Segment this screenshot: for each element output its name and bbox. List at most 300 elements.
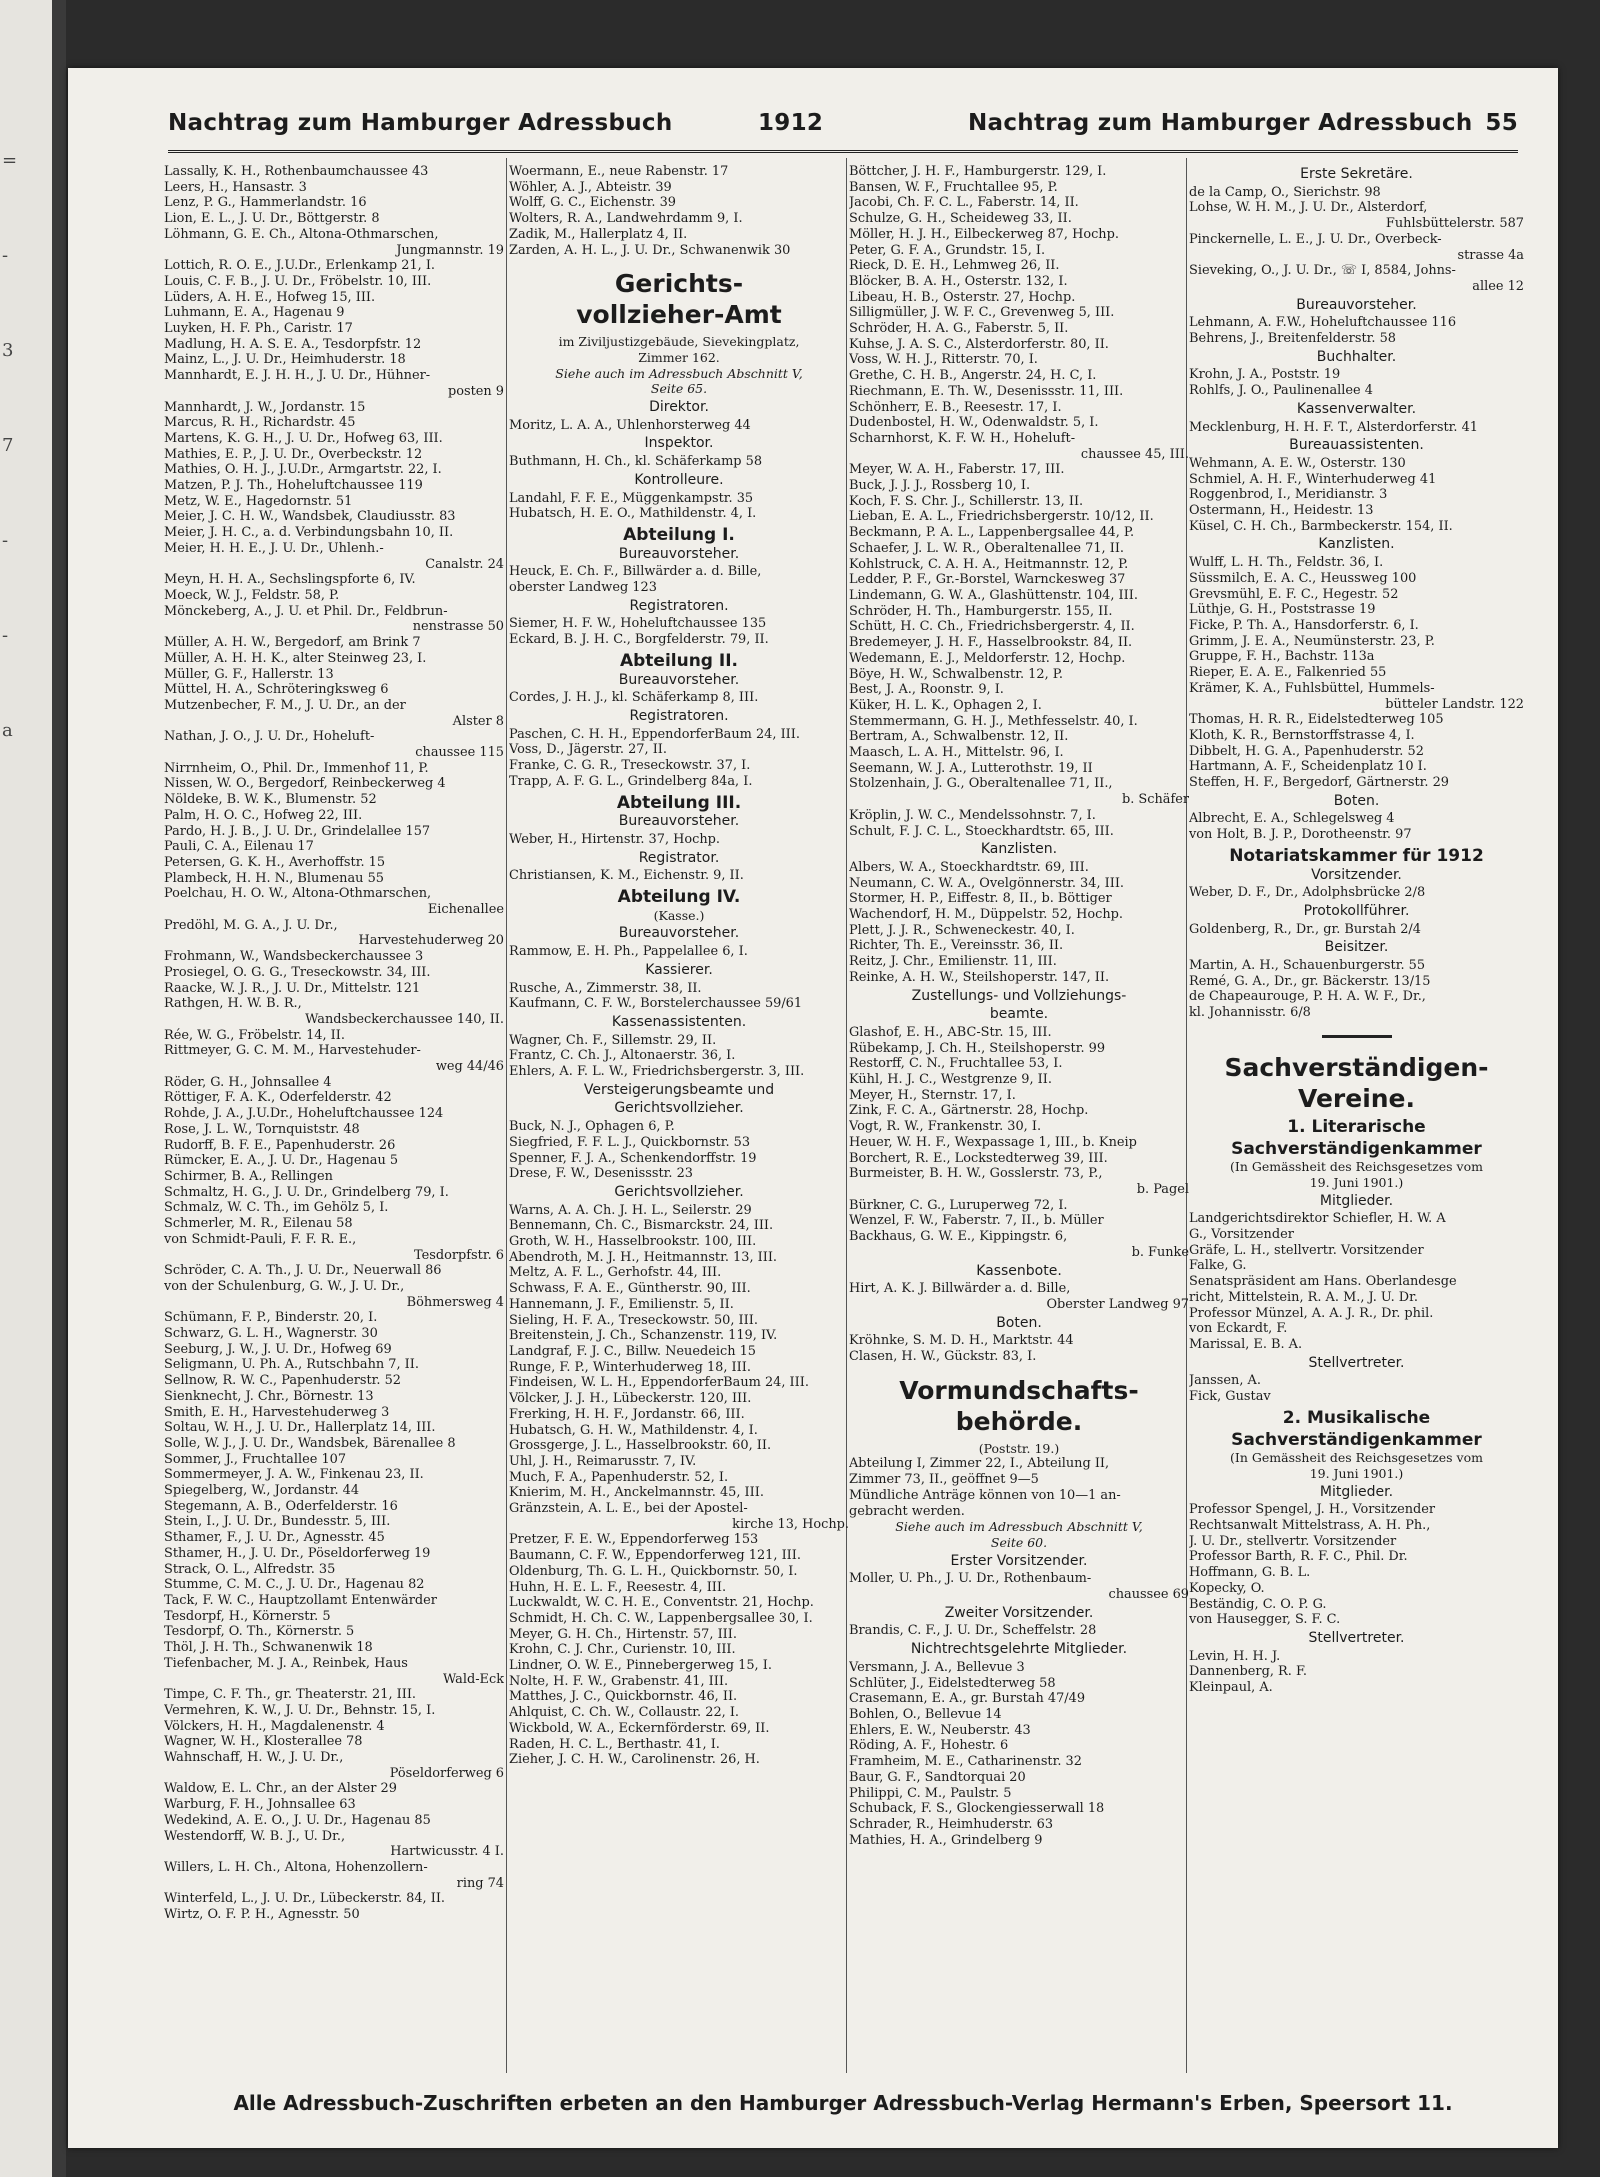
section-heading: Erster Vorsitzender. <box>950 1552 1088 1569</box>
directory-entry: Böttcher, J. H. F., Hamburgerstr. 129, I. <box>849 164 1107 179</box>
directory-entry: Raacke, W. J. R., J. U. Dr., Mittelstr. 121 <box>164 980 421 996</box>
directory-entry: Krohn, J. A., Poststr. 19 <box>1189 367 1341 383</box>
directory-entry: Schult, F. J. C. L., Stoeckhardtstr. 65, III. <box>849 823 1114 839</box>
directory-entry: Versmann, J. A., Bellevue 3 <box>849 1659 1025 1675</box>
section-heading: Direktor. <box>649 399 709 416</box>
entry-continuation: chaussee 115 <box>415 745 504 761</box>
directory-entry: Steffen, H. F., Bergedorf, Gärtnerstr. 29 <box>1189 775 1449 791</box>
section-heading: Mitglieder. <box>1319 1192 1394 1209</box>
entry-continuation: Wandsbeckerchaussee 140, II. <box>305 1011 504 1027</box>
section-heading: Kassenverwalter. <box>1296 400 1417 417</box>
entry-continuation: bütteler Landstr. 122 <box>1385 696 1524 712</box>
directory-entry: kl. Johannisstr. 6/8 <box>1189 1005 1311 1021</box>
directory-entry: Jacobi, Ch. F. C. L., Faberstr. 14, II. <box>849 195 1079 211</box>
directory-entry: Nissen, W. O., Bergedorf, Reinbeckerweg 4 <box>164 776 446 792</box>
directory-entry: Stumme, C. M. C., J. U. Dr., Hagenau 82 <box>164 1577 425 1593</box>
margin-mark: - <box>2 625 9 646</box>
directory-entry: Trapp, A. F. G. L., Grindelberg 84a, I. <box>509 773 753 789</box>
directory-entry: Grossgerge, J. L., Hasselbrookstr. 60, II. <box>509 1438 772 1454</box>
directory-entry: gebracht werden. <box>849 1503 965 1519</box>
directory-page <box>68 68 1558 2148</box>
directory-entry: Ahlquist, C. Ch. W., Collaustr. 22, I. <box>509 1705 740 1721</box>
directory-entry: Louis, C. F. B., J. U. Dr., Fröbelstr. 10, III. <box>164 273 432 289</box>
directory-entry: Schröder, H. A. G., Faberstr. 5, II. <box>849 321 1069 337</box>
margin-mark: - <box>2 245 9 266</box>
entry-continuation: Harvestehuderweg 20 <box>358 933 504 949</box>
directory-entry: von der Schulenburg, G. W., J. U. Dr., <box>164 1278 405 1294</box>
office-note: 19. Juni 1901.) <box>1309 1465 1404 1481</box>
directory-entry: Glashof, E. H., ABC-Str. 15, III. <box>849 1024 1052 1040</box>
directory-entry: Möller, H. J. H., Eilbeckerweg 87, Hochp. <box>849 226 1119 242</box>
directory-entry: Cordes, J. H. J., kl. Schäferkamp 8, III. <box>509 690 759 706</box>
department-heading: Sachverständigenkammer <box>1231 1138 1482 1159</box>
directory-entry: Rieck, D. E. H., Lehmweg 26, II. <box>849 258 1060 274</box>
directory-entry: Dudenbostel, H. W., Odenwaldstr. 5, I. <box>849 415 1099 431</box>
office-note: (Kasse.) <box>653 907 705 923</box>
directory-entry: Schwass, F. A. E., Güntherstr. 90, III. <box>509 1281 751 1297</box>
directory-entry: Prosiegel, O. G. G., Treseckowstr. 34, III. <box>164 964 431 980</box>
directory-entry: von Hausegger, S. F. C. <box>1189 1612 1341 1628</box>
directory-entry: Best, J. A., Roonstr. 9, I. <box>849 682 1004 698</box>
directory-entry: Fick, Gustav <box>1189 1389 1271 1405</box>
directory-entry: Oldenburg, Th. G. L. H., Quickbornstr. 50, I. <box>509 1563 798 1579</box>
directory-entry: Albrecht, E. A., Schlegelsweg 4 <box>1189 811 1395 827</box>
entry-continuation: chaussee 45, III. <box>1080 446 1189 462</box>
directory-entry: Moeck, W. J., Feldstr. 58, P. <box>164 587 340 603</box>
directory-entry: Müller, A. H. H. K., alter Steinweg 23, I. <box>164 650 427 666</box>
directory-entry: Matthes, J. C., Quickbornstr. 46, II. <box>509 1689 738 1705</box>
directory-entry: Timpe, C. F. Th., gr. Theaterstr. 21, III. <box>164 1687 417 1703</box>
header-rule <box>168 150 1518 153</box>
directory-entry: Müttel, H. A., Schröteringksweg 6 <box>164 682 389 698</box>
directory-entry: Rathgen, H. W. B. R., <box>164 996 302 1012</box>
directory-entry: Seemann, W. J. A., Lutterothstr. 19, II <box>849 760 1093 776</box>
directory-entry: Smith, E. H., Harvestehuderweg 3 <box>164 1404 390 1420</box>
directory-entry: Richter, Th. E., Vereinsstr. 36, II. <box>849 938 1064 954</box>
directory-entry: Willers, L. H. Ch., Altona, Hohenzollern- <box>164 1859 428 1875</box>
directory-entry: Ehlers, A. F. L. W., Friedrichsbergerstr. 3, III. <box>509 1064 805 1080</box>
directory-entry: Nolte, H. F. W., Grabenstr. 41, III. <box>509 1673 729 1689</box>
directory-entry: Sommermeyer, J. A. W., Finkenau 23, II. <box>164 1467 424 1483</box>
department-heading: Abteilung III. <box>616 792 742 813</box>
department-heading: Notariatskammer für 1912 <box>1229 845 1484 866</box>
directory-entry: Christiansen, K. M., Eichenstr. 9, II. <box>509 868 744 884</box>
entry-continuation: b. Funke <box>1131 1244 1189 1260</box>
directory-entry: Bertram, A., Schwalbenstr. 12, II. <box>849 729 1069 745</box>
department-heading: Abteilung IV. <box>617 887 741 908</box>
directory-entry: Völcker, J. J. H., Lübeckerstr. 120, III. <box>509 1391 752 1407</box>
directory-entry: Schmalz, W. C. Th., im Gehölz 5, I. <box>164 1200 389 1216</box>
entry-continuation: Pöseldorferweg 6 <box>389 1765 504 1781</box>
directory-entry: Wickbold, W. A., Eckernförderstr. 69, II. <box>509 1720 770 1736</box>
directory-entry: Meyn, H. H. A., Sechslingspforte 6, IV. <box>164 572 416 588</box>
directory-entry: Rechtsanwalt Mittelstrass, A. H. Ph., <box>1189 1518 1431 1534</box>
directory-entry: Völckers, H. H., Magdalenenstr. 4 <box>164 1718 385 1734</box>
directory-entry: Professor Münzel, A. A. J. R., Dr. phil. <box>1189 1305 1434 1321</box>
directory-entry: Lindemann, G. W. A., Glashüttenstr. 104, III. <box>849 587 1138 603</box>
directory-entry: Predöhl, M. G. A., J. U. Dr., <box>164 917 338 933</box>
entry-continuation: Tesdorpfstr. 6 <box>414 1247 504 1263</box>
directory-entry: Stormer, H. P., Eiffestr. 8, II., b. Böttiger <box>849 891 1112 907</box>
entry-continuation: chaussee 69 <box>1108 1587 1189 1603</box>
header-left-title: Nachtrag zum Hamburger Adressbuch <box>168 110 673 136</box>
directory-entry: Frantz, C. Ch. J., Altonaerstr. 36, I. <box>509 1048 736 1064</box>
directory-entry: Zimmer 73, II., geöffnet 9—5 <box>849 1472 1039 1488</box>
directory-entry: Soltau, W. H., J. U. Dr., Hallerplatz 14, III. <box>164 1420 436 1436</box>
header-year: 1912 <box>758 110 824 136</box>
directory-entry: Moritz, L. A. A., Uhlenhorsterweg 44 <box>509 417 751 433</box>
directory-entry: Bredemeyer, J. H. F., Hasselbrookstr. 84, II. <box>849 635 1133 651</box>
directory-entry: Blöcker, B. A. H., Osterstr. 132, I. <box>849 273 1068 289</box>
directory-entry: Mannhardt, E. J. H. H., J. U. Dr., Hühner- <box>164 368 431 384</box>
office-note: (Poststr. 19.) <box>978 1440 1060 1456</box>
margin-mark: = <box>2 150 18 171</box>
directory-entry: Tiefenbacher, M. J. A., Reinbek, Haus <box>164 1655 408 1671</box>
directory-entry: Bennemann, Ch. C., Bismarckstr. 24, III. <box>509 1218 774 1234</box>
directory-entry: Much, F. A., Papenhuderstr. 52, I. <box>509 1469 729 1485</box>
directory-entry: Tesdorpf, H., Körnerstr. 5 <box>164 1608 331 1624</box>
directory-entry: Huhn, H. E. L. F., Reesestr. 4, III. <box>509 1579 727 1595</box>
directory-entry: von Eckardt, F. <box>1189 1321 1288 1337</box>
directory-entry: Paschen, C. H. H., EppendorferBaum 24, III. <box>509 726 800 742</box>
column-3 <box>849 164 1189 2069</box>
office-note: (In Gemässheit des Reichsgesetzes vom <box>1230 1450 1483 1466</box>
directory-entry: Luhmann, E. A., Hagenau 9 <box>164 305 345 321</box>
office-note: 19. Juni 1901.) <box>1309 1174 1404 1190</box>
directory-entry: Sthamer, H., J. U. Dr., Pöseldorferweg 19 <box>164 1545 431 1561</box>
directory-entry: Schulze, G. H., Scheideweg 33, II. <box>849 211 1072 227</box>
directory-entry: Restorff, C. N., Fruchtallee 53, I. <box>849 1056 1063 1072</box>
section-heading: Buchhalter. <box>1316 348 1397 365</box>
reference-note: Seite 65. <box>650 381 708 397</box>
directory-entry: Matzen, P. J. Th., Hoheluftchaussee 119 <box>164 478 423 494</box>
directory-entry: Rümcker, E. A., J. U. Dr., Hagenau 5 <box>164 1153 399 1169</box>
directory-entry: G., Vorsitzender <box>1189 1227 1294 1243</box>
section-heading: Vorsitzender. <box>1311 866 1402 883</box>
entry-continuation: Hartwicusstr. 4 I. <box>390 1844 504 1860</box>
directory-entry: Maasch, L. A. H., Mittelstr. 96, I. <box>849 745 1064 761</box>
directory-entry: Röder, G. H., Johnsallee 4 <box>164 1074 332 1090</box>
entry-continuation: ring 74 <box>456 1875 504 1891</box>
department-heading: Abteilung I. <box>623 524 735 545</box>
directory-entry: Sellnow, R. W. C., Papenhuderstr. 52 <box>164 1373 401 1389</box>
entry-continuation: b. Pagel <box>1136 1182 1189 1197</box>
section-heading: Kassenbote. <box>976 1262 1062 1279</box>
directory-entry: Warns, A. A. Ch. J. H. L., Seilerstr. 29 <box>509 1202 752 1218</box>
directory-entry: Küker, H. L. K., Ophagen 2, I. <box>849 697 1042 713</box>
directory-entry: Warburg, F. H., Johnsallee 63 <box>164 1797 356 1813</box>
directory-entry: Luyken, H. F. Ph., Caristr. 17 <box>164 321 353 337</box>
entry-continuation: posten 9 <box>447 383 504 399</box>
directory-entry: Runge, F. P., Winterhuderweg 18, III. <box>509 1359 751 1375</box>
directory-entry: Meier, J. H. C., a. d. Verbindungsbahn 10, II. <box>164 525 454 541</box>
directory-entry: Petersen, G. K. H., Averhoffstr. 15 <box>164 854 386 870</box>
directory-entry: Abteilung I, Zimmer 22, I., Abteilung II, <box>849 1456 1110 1472</box>
section-heading: Zweiter Vorsitzender. <box>944 1604 1094 1621</box>
directory-entry: Schuback, F. S., Glockengiesserwall 18 <box>849 1801 1105 1817</box>
section-heading: Gerichtsvollzieher. <box>614 1100 744 1117</box>
section-heading: Erste Sekretäre. <box>1300 166 1413 182</box>
directory-entry: Zieher, J. C. H. W., Carolinenstr. 26, H. <box>509 1752 760 1768</box>
directory-entry: Mathies, O. H. J., J.U.Dr., Armgartstr. 22, I. <box>164 462 442 478</box>
directory-entry: Schümann, F. P., Binderstr. 20, I. <box>164 1310 378 1326</box>
directory-entry: Röttiger, F. A. K., Oderfelderstr. 42 <box>164 1090 392 1106</box>
directory-entry: Bürkner, C. G., Luruperweg 72, I. <box>849 1197 1068 1213</box>
entry-continuation: Eichenallee <box>427 902 504 918</box>
directory-entry: Meier, H. H. E., J. U. Dr., Uhlenh.- <box>164 540 384 556</box>
page-number: 55 <box>1485 110 1518 136</box>
entry-continuation: Böhmersweg 4 <box>406 1294 504 1310</box>
directory-entry: Thomas, H. R. R., Eidelstedterweg 105 <box>1189 712 1444 728</box>
directory-entry: Peter, G. F. A., Grundstr. 15, I. <box>849 242 1046 258</box>
margin-mark: 3 <box>2 340 14 361</box>
directory-entry: Schlüter, J., Eidelstedterweg 58 <box>849 1675 1056 1691</box>
office-note: (In Gemässheit des Reichsgesetzes vom <box>1230 1159 1483 1175</box>
directory-entry: Rübekamp, J. Ch. H., Steilshoperstr. 99 <box>849 1040 1106 1056</box>
directory-entry: Rohlfs, J. O., Paulinenallee 4 <box>1189 383 1373 399</box>
directory-entry: Madlung, H. A. S. E. A., Tesdorpfstr. 12 <box>164 336 422 352</box>
directory-entry: Wulff, L. H. Th., Feldstr. 36, I. <box>1189 555 1384 571</box>
directory-entry: Lieban, E. A. L., Friedrichsbergerstr. 10/12, II. <box>849 509 1154 525</box>
directory-entry: Schönherr, E. B., Reesestr. 17, I. <box>849 399 1062 415</box>
section-heading: Versteigerungsbeamte und <box>583 1081 775 1098</box>
directory-entry: Woermann, E., neue Rabenstr. 17 <box>509 164 729 179</box>
directory-entry: Professor Barth, R. F. C., Phil. Dr. <box>1189 1549 1408 1565</box>
directory-entry: Borchert, R. E., Lockstedterweg 39, III. <box>849 1150 1108 1166</box>
directory-entry: Heuck, E. Ch. F., Billwärder a. d. Bille, <box>509 564 762 580</box>
directory-entry: Ostermann, H., Heidestr. 13 <box>1189 503 1374 519</box>
directory-entry: Seeburg, J. W., J. U. Dr., Hofweg 69 <box>164 1341 392 1357</box>
section-heading: Stellvertreter. <box>1308 1629 1405 1646</box>
section-heading: Registratoren. <box>629 597 729 614</box>
directory-entry: Kohlstruck, C. A. H. A., Heitmannstr. 12, P. <box>849 556 1129 572</box>
column-divider <box>506 158 507 2073</box>
department-heading: 1. Literarische <box>1287 1116 1426 1137</box>
directory-entry: Baur, G. F., Sandtorquai 20 <box>849 1769 1026 1785</box>
directory-entry: Drese, F. W., Desenissstr. 23 <box>509 1166 693 1182</box>
directory-entry: Palm, H. O. C., Hofweg 22, III. <box>164 807 363 823</box>
directory-entry: Müller, G. F., Hallerstr. 13 <box>164 666 334 682</box>
directory-entry: Roggenbrod, I., Meridianstr. 3 <box>1189 487 1388 503</box>
directory-entry: Brandis, C. F., J. U. Dr., Scheffelstr. 28 <box>849 1623 1097 1639</box>
section-heading: Gerichtsvollzieher. <box>614 1183 744 1200</box>
section-heading: Kanzlisten. <box>1318 536 1395 553</box>
directory-entry: Wagner, W. H., Klosterallee 78 <box>164 1734 363 1750</box>
directory-entry: Heuer, W. H. F., Wexpassage 1, III., b. Kneip <box>849 1134 1137 1150</box>
directory-entry: Winterfeld, L., J. U. Dr., Lübeckerstr. 84, II. <box>164 1891 446 1907</box>
directory-entry: Buthmann, H. Ch., kl. Schäferkamp 58 <box>509 454 763 470</box>
directory-entry: Frerking, H. H. F., Jordanstr. 66, III. <box>509 1406 745 1422</box>
directory-entry: Hoffmann, G. B. L. <box>1189 1565 1311 1581</box>
entry-continuation: nenstrasse 50 <box>412 619 504 635</box>
directory-entry: Wirtz, O. F. P. H., Agnesstr. 50 <box>164 1907 360 1923</box>
directory-entry: Lion, E. L., J. U. Dr., Böttgerstr. 8 <box>164 211 380 227</box>
directory-entry: Janssen, A. <box>1189 1373 1261 1389</box>
directory-entry: Hubatsch, G. H. W., Mathildenstr. 4, I. <box>509 1422 758 1438</box>
column-2 <box>509 164 849 2069</box>
directory-entry: Framheim, M. E., Catharinenstr. 32 <box>849 1754 1082 1770</box>
directory-entry: Martin, A. H., Schauenburgerstr. 55 <box>1189 958 1426 974</box>
directory-entry: Kleinpaul, A. <box>1189 1680 1273 1696</box>
directory-entry: Schaefer, J. L. W. R., Oberaltenallee 71, II. <box>849 540 1125 556</box>
directory-entry: Clasen, H. W., Gückstr. 83, I. <box>849 1349 1037 1365</box>
section-heading: Boten. <box>1333 792 1380 809</box>
directory-entry: Landgerichtsdirektor Schiefler, H. W. A <box>1189 1211 1446 1227</box>
directory-entry: Rohde, J. A., J.U.Dr., Hoheluftchaussee 124 <box>164 1106 444 1122</box>
section-heading: Registrator. <box>638 849 720 866</box>
directory-entry: Siegfried, F. F. L. J., Quickbornstr. 53 <box>509 1134 751 1150</box>
header-right-title: Nachtrag zum Hamburger Adressbuch <box>968 110 1473 136</box>
directory-entry: Röding, A. F., Hohestr. 6 <box>849 1738 1009 1754</box>
directory-entry: Scharnhorst, K. F. W. H., Hoheluft- <box>849 430 1076 446</box>
directory-entry: Böye, H. W., Schwalbenstr. 12, P. <box>849 666 1063 682</box>
directory-entry: Neumann, C. W. A., Ovelgönnerstr. 34, III. <box>849 875 1125 891</box>
directory-entry: Schwarz, G. L. H., Wagnerstr. 30 <box>164 1326 378 1342</box>
directory-entry: Weber, D. F., Dr., Adolphsbrücke 2/8 <box>1189 885 1426 901</box>
directory-entry: Sthamer, F., J. U. Dr., Agnesstr. 45 <box>164 1530 385 1546</box>
directory-entry: Wachendorf, H. M., Düppelstr. 52, Hochp. <box>849 907 1123 923</box>
book-gutter <box>52 0 66 2177</box>
directory-entry: Meltz, A. F. L., Gerhofstr. 44, III. <box>509 1265 722 1281</box>
directory-entry: Lassally, K. H., Rothenbaumchaussee 43 <box>164 164 429 179</box>
directory-entry: Westendorff, W. B. J., U. Dr., <box>164 1828 346 1844</box>
directory-entry: Wahnschaff, H. W., J. U. Dr., <box>164 1750 344 1766</box>
directory-entry: Reinke, A. H. W., Steilshoperstr. 147, II. <box>849 969 1110 985</box>
directory-entry: Müller, A. H. W., Bergedorf, am Brink 7 <box>164 635 421 651</box>
section-heading: Bureauvorsteher. <box>1296 296 1417 313</box>
directory-entry: Grethe, C. H. B., Angerstr. 24, H. C, I. <box>849 368 1097 384</box>
section-heading: Boten. <box>996 1314 1042 1331</box>
directory-entry: Wedemann, E. J., Meldorferstr. 12, Hochp. <box>849 650 1126 666</box>
directory-entry: Tesdorpf, O. Th., Körnerstr. 5 <box>164 1624 355 1640</box>
directory-entry: Crasemann, E. A., gr. Burstah 47/49 <box>849 1691 1086 1707</box>
directory-entry: Vermehren, K. W., J. U. Dr., Behnstr. 15, I. <box>164 1702 436 1718</box>
directory-entry: Breitenstein, J. Ch., Schanzenstr. 119, IV. <box>509 1328 778 1344</box>
directory-entry: Ehlers, E. W., Neuberstr. 43 <box>849 1722 1031 1738</box>
directory-entry: Backhaus, G. W. E., Kippingstr. 6, <box>849 1229 1068 1245</box>
directory-entry: Solle, W. J., J. U. Dr., Wandsbek, Bärenallee 8 <box>164 1435 456 1451</box>
directory-entry: Moller, U. Ph., J. U. Dr., Rothenbaum- <box>849 1571 1092 1587</box>
directory-entry: Vogt, R. W., Frankenstr. 30, I. <box>849 1119 1042 1135</box>
directory-entry: Luckwaldt, W. C. H. E., Conventstr. 21, Hochp. <box>509 1595 814 1611</box>
directory-entry: Wöhler, A. J., Abteistr. 39 <box>509 179 672 195</box>
directory-entry: Lüthje, G. H., Poststrasse 19 <box>1189 602 1376 618</box>
directory-entry: Nathan, J. O., J. U. Dr., Hoheluft- <box>164 729 375 745</box>
directory-entry: oberster Landweg 123 <box>509 580 657 596</box>
section-heading: Kassierer. <box>645 961 713 978</box>
directory-entry: Mainz, L., J. U. Dr., Heimhuderstr. 18 <box>164 352 406 368</box>
directory-entry: Reitz, J. Chr., Emilienstr. 11, III. <box>849 954 1057 970</box>
section-heading: Kontrolleure. <box>634 471 724 488</box>
directory-entry: Voss, D., Jägerstr. 27, II. <box>509 742 667 758</box>
directory-entry: Marissal, E. B. A. <box>1189 1337 1303 1352</box>
directory-entry: Pardo, H. J. B., J. U. Dr., Grindelallee 157 <box>164 823 431 839</box>
directory-entry: Pretzer, F. E. W., Eppendorferweg 153 <box>509 1532 759 1548</box>
directory-entry: Rudorff, B. F. E., Papenhuderstr. 26 <box>164 1137 396 1153</box>
section-heading: Bureauvorsteher. <box>618 813 740 830</box>
directory-entry: Martens, K. G. H., J. U. Dr., Hofweg 63, III. <box>164 430 443 446</box>
entry-continuation: allee 12 <box>1472 278 1524 294</box>
directory-entry: Lohse, W. H. M., J. U. Dr., Alsterdorf, <box>1189 200 1428 216</box>
directory-entry: Ficke, P. Th. A., Hansdorferstr. 6, I. <box>1189 617 1419 633</box>
directory-entry: Wagner, Ch. F., Sillemstr. 29, II. <box>509 1032 717 1048</box>
reference-note: Siehe auch im Adressbuch Abschnitt V, <box>555 365 803 381</box>
directory-entry: Dannenberg, R. F. <box>1189 1664 1307 1680</box>
directory-entry: Mecklenburg, H. H. F. T., Alsterdorferstr. 41 <box>1189 419 1478 435</box>
directory-entry: Meyer, H., Sternstr. 17, I. <box>849 1087 1016 1103</box>
directory-entry: Professor Spengel, J. H., Vorsitzender <box>1189 1502 1436 1518</box>
section-heading: Inspektor. <box>644 435 714 452</box>
office-title: Sachverständigen- Vereine. <box>1224 1052 1489 1113</box>
directory-entry: Kopecky, O. <box>1189 1580 1265 1596</box>
directory-entry: Frohmann, W., Wandsbeckerchaussee 3 <box>164 949 424 965</box>
office-title: Gerichts- vollzieher-Amt <box>576 269 782 330</box>
directory-entry: Lindner, O. W. E., Pinnebergerweg 15, I. <box>509 1658 772 1674</box>
department-heading: Abteilung II. <box>619 650 739 671</box>
directory-entry: Wolff, G. C., Eichenstr. 39 <box>509 195 677 211</box>
directory-entry: Schmaltz, H. G., J. U. Dr., Grindelberg 79, I. <box>164 1184 449 1200</box>
directory-entry: Remé, G. A., Dr., gr. Bäckerstr. 13/15 <box>1189 973 1431 989</box>
department-heading: Sachverständigenkammer <box>1231 1429 1482 1450</box>
column-1 <box>164 164 504 2069</box>
directory-entry: Krämer, K. A., Fuhlsbüttel, Hummels- <box>1189 680 1435 696</box>
directory-entry: Gruppe, F. H., Bachstr. 113a <box>1189 649 1375 665</box>
directory-entry: Stein, I., J. U. Dr., Bundesstr. 5, III. <box>164 1514 391 1530</box>
directory-entry: Siemer, H. F. W., Hoheluftchaussee 135 <box>509 616 767 632</box>
directory-entry: Rose, J. L. W., Tornquiststr. 48 <box>164 1121 360 1137</box>
directory-entry: Waldow, E. L. Chr., an der Alster 29 <box>164 1781 397 1797</box>
directory-entry: Hirt, A. K. J. Billwärder a. d. Bille, <box>849 1281 1071 1297</box>
directory-entry: Libeau, H. B., Osterstr. 27, Hochp. <box>849 289 1076 305</box>
directory-entry: Nöldeke, B. W. K., Blumenstr. 52 <box>164 792 377 808</box>
margin-mark: 7 <box>2 435 14 456</box>
directory-entry: Mutzenbecher, F. M., J. U. Dr., an der <box>164 697 406 713</box>
section-heading: Kanzlisten. <box>980 841 1058 858</box>
reference-note: Siehe auch im Adressbuch Abschnitt V, <box>895 1519 1143 1535</box>
directory-entry: Leers, H., Hansastr. 3 <box>164 179 307 195</box>
directory-entry: Franke, C. G. R., Treseckowstr. 37, I. <box>509 758 751 774</box>
directory-entry: Zink, F. C. A., Gärtnerstr. 28, Hochp. <box>849 1103 1089 1119</box>
directory-entry: Meier, J. C. H. W., Wandsbek, Claudiusstr. 83 <box>164 509 456 525</box>
directory-entry: Kröhnke, S. M. D. H., Marktstr. 44 <box>849 1333 1074 1349</box>
directory-entry: Buck, J. J. J., Rossberg 10, I. <box>849 478 1031 494</box>
directory-entry: Landgraf, F. J. C., Billw. Neuedeich 15 <box>509 1344 756 1359</box>
directory-entry: Poelchau, H. O. W., Altona-Othmarschen, <box>164 886 432 902</box>
directory-entry: Stolzenhain, J. G., Oberaltenallee 71, II., <box>849 776 1113 792</box>
directory-entry: Bansen, W. F., Fruchtallee 95, P. <box>849 179 1058 195</box>
margin-mark: - <box>2 530 9 551</box>
directory-entry: Wedekind, A. E. O., J. U. Dr., Hagenau 85 <box>164 1812 431 1828</box>
directory-entry: Schmiel, A. H. F., Winterhuderweg 41 <box>1189 471 1437 487</box>
directory-entry: Küsel, C. H. Ch., Barmbeckerstr. 154, II. <box>1189 518 1453 534</box>
directory-entry: Stegemann, A. B., Oderfelderstr. 16 <box>164 1498 398 1514</box>
directory-entry: von Holt, B. J. P., Dorotheenstr. 97 <box>1189 827 1412 843</box>
directory-entry: Riechmann, E. Th. W., Desenissstr. 11, III. <box>849 383 1124 399</box>
directory-entry: Hartmann, A. F., Scheidenplatz 10 I. <box>1189 759 1427 775</box>
directory-entry: Schröder, C. A. Th., J. U. Dr., Neuerwall 86 <box>164 1263 442 1279</box>
directory-entry: Philippi, C. M., Paulstr. 5 <box>849 1785 1012 1801</box>
directory-entry: Sieling, H. F. A., Treseckowstr. 50, III. <box>509 1312 758 1328</box>
page-header <box>168 110 1518 150</box>
directory-entry: Pauli, C. A., Eilenau 17 <box>164 839 314 855</box>
directory-entry: von Schmidt-Pauli, F. F. R. E., <box>164 1231 357 1247</box>
department-heading: 2. Musikalische <box>1282 1407 1431 1428</box>
directory-entry: Abendroth, M. J. H., Heitmannstr. 13, III. <box>509 1249 778 1265</box>
directory-entry: Falke, G. <box>1189 1258 1247 1274</box>
directory-entry: Groth, W. H., Hasselbrookstr. 100, III. <box>509 1234 757 1250</box>
entry-continuation: Wald-Eck <box>443 1671 504 1687</box>
directory-entry: Gräfe, L. H., stellvertr. Vorsitzender <box>1189 1242 1424 1258</box>
